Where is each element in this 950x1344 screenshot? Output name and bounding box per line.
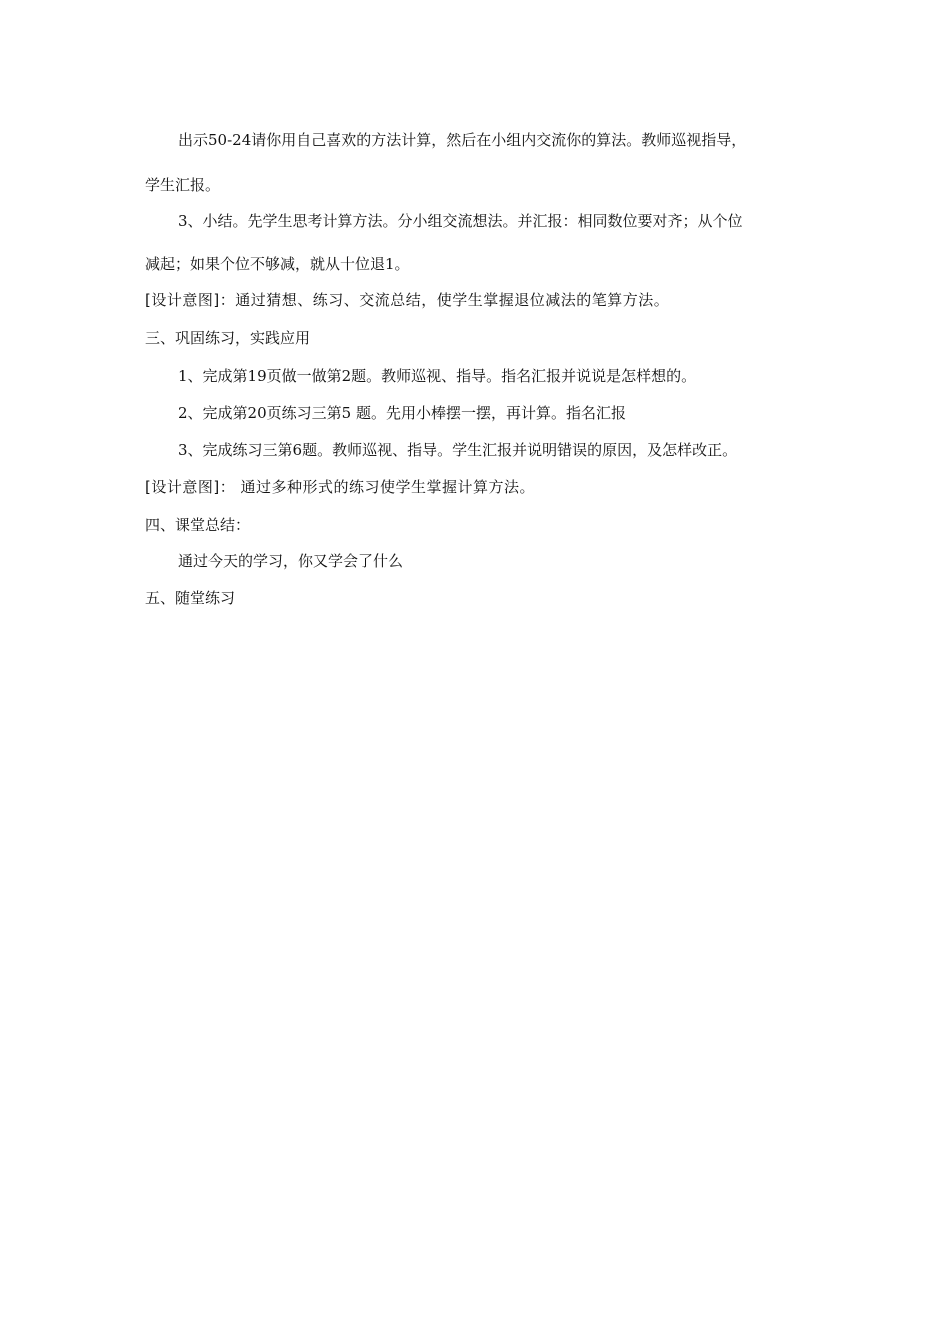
paragraph-line: 学生汇报。 bbox=[145, 176, 221, 194]
list-item: 2、完成第20页练习三第5 题。先用小棒摆一摆，再计算。指名汇报 bbox=[178, 404, 626, 422]
paragraph-line: 通过今天的学习，你又学会了什么 bbox=[178, 552, 404, 570]
section-heading: 五、随堂练习 bbox=[145, 589, 236, 607]
paragraph-line: 减起；如果个位不够减，就从十位退1。 bbox=[145, 255, 410, 273]
section-heading: 三、巩固练习，实践应用 bbox=[145, 329, 311, 347]
paragraph-line: 出示50-24请你用自己喜欢的方法计算，然后在小组内交流你的算法。教师巡视指导， bbox=[178, 131, 747, 149]
design-intent-note: [设计意图]： 通过多种形式的练习使学生掌握计算方法。 bbox=[145, 478, 535, 496]
paragraph-line: 3、小结。先学生思考计算方法。分小组交流想法。并汇报：相同数位要对齐；从个位 bbox=[178, 212, 743, 230]
list-item: 1、完成第19页做一做第2题。教师巡视、指导。指名汇报并说说是怎样想的。 bbox=[178, 367, 697, 385]
section-heading: 四、课堂总结： bbox=[145, 516, 251, 534]
list-item: 3、完成练习三第6题。教师巡视、指导。学生汇报并说明错误的原因，及怎样改正。 bbox=[178, 441, 738, 459]
design-intent-note: [设计意图]：通过猜想、练习、交流总结，使学生掌握退位减法的笔算方法。 bbox=[145, 291, 670, 309]
